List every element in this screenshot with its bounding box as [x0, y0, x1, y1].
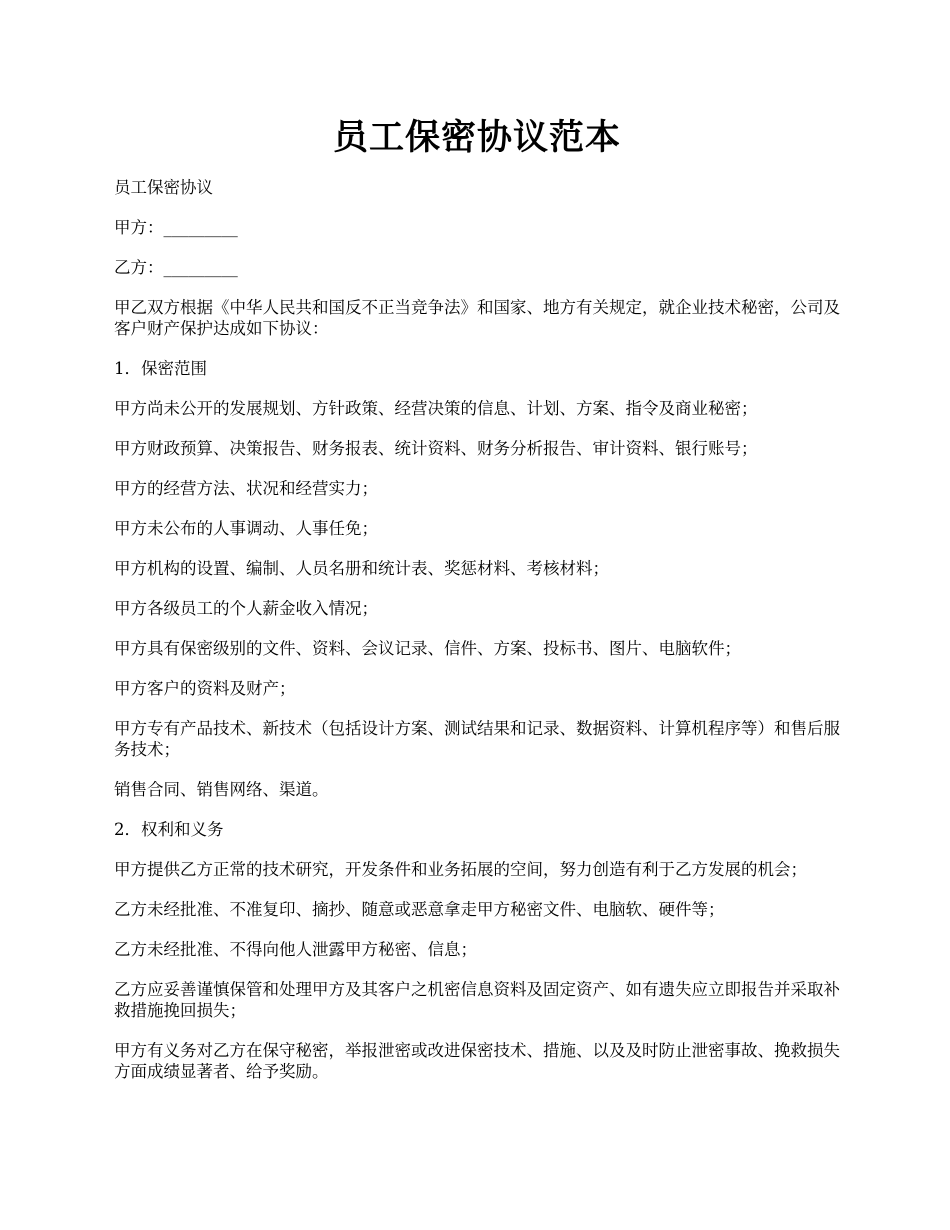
rights-item: 甲方有义务对乙方在保守秘密，举报泄密或改进保密技术、措施、以及及时防止泄密事故、挽救损失方面成绩显著者、给予奖励。 — [114, 1041, 840, 1081]
rights-item: 乙方未经批准、不准复印、摘抄、随意或恶意拿走甲方秘密文件、电脑软、硬件等； — [114, 900, 725, 919]
document-title: 员工保密协议范本 — [332, 117, 621, 158]
scope-item: 甲方尚未公开的发展规划、方针政策、经营决策的信息、计划、方案、指令及商业秘密； — [114, 399, 758, 418]
preamble-paragraph: 甲乙双方根据《中华人民共和国反不正当竞争法》和国家、地方有关规定，就企业技术秘密，公司及客户财产保护达成如下协议： — [114, 298, 840, 338]
scope-item: 甲方专有产品技术、新技术（包括设计方案、测试结果和记录、数据资料、计算机程序等）和售后服务技术； — [114, 719, 840, 759]
scope-item: 甲方财政预算、决策报告、财务报表、统计资料、财务分析报告、审计资料、银行账号； — [114, 439, 758, 458]
scope-item: 甲方具有保密级别的文件、资料、会议记录、信件、方案、投标书、图片、电脑软件； — [114, 639, 741, 658]
section-heading-scope: 1．保密范围 — [114, 359, 207, 378]
scope-item: 甲方机构的设置、编制、人员名册和统计表、奖惩材料、考核材料； — [114, 559, 609, 578]
rights-item: 乙方未经批准、不得向他人泄露甲方秘密、信息； — [114, 940, 477, 959]
document-body — [114, 177, 840, 1082]
scope-item: 甲方各级员工的个人薪金收入情况； — [114, 599, 378, 618]
party-a-line: 甲方：_________ — [114, 218, 238, 237]
party-b-line: 乙方：_________ — [114, 258, 238, 277]
agreement-heading: 员工保密协议 — [114, 178, 213, 197]
scope-item: 甲方的经营方法、状况和经营实力； — [114, 479, 378, 498]
scope-item: 销售合同、销售网络、渠道。 — [114, 780, 329, 799]
section-heading-rights: 2．权利和义务 — [114, 820, 224, 839]
rights-item: 乙方应妥善谨慎保管和处理甲方及其客户之机密信息资料及固定资产、如有遗失应立即报告并采取补救措施挽回损失； — [114, 980, 840, 1020]
scope-item: 甲方未公布的人事调动、人事任免； — [114, 519, 378, 538]
scope-item: 甲方客户的资料及财产； — [114, 679, 296, 698]
rights-item: 甲方提供乙方正常的技术研究，开发条件和业务拓展的空间，努力创造有利于乙方发展的机会； — [114, 860, 807, 879]
